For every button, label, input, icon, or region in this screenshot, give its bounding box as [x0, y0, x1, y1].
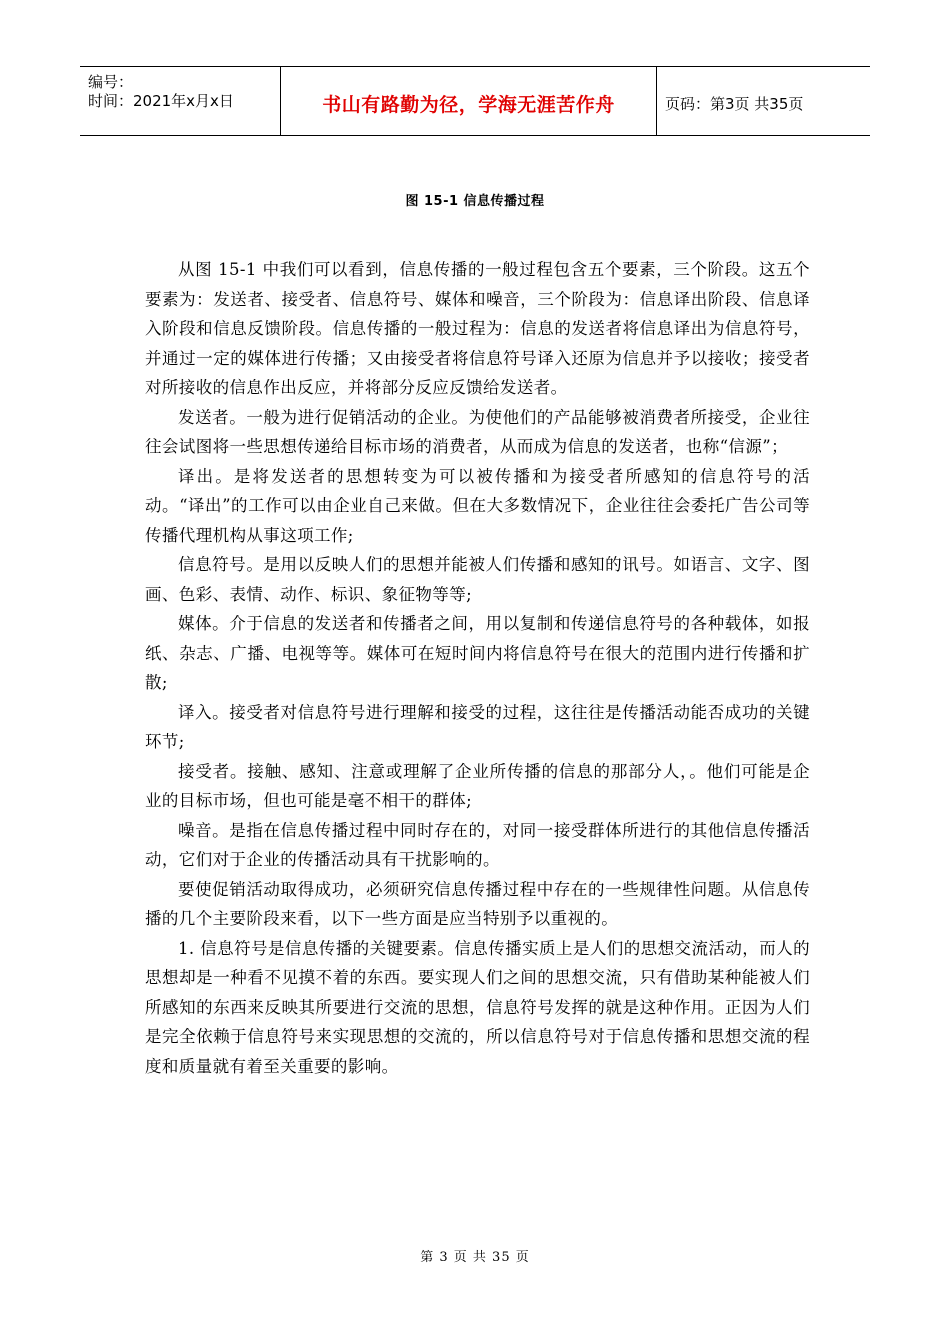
- header-page-info: 页码：第3页 共35页: [665, 94, 804, 113]
- document-header: [80, 66, 870, 136]
- paragraph: 信息符号。是用以反映人们的思想并能被人们传播和感知的讯号。如语言、文字、图画、色彩、表情、动作、标识、象征物等等;: [145, 555, 810, 604]
- body-text: [145, 255, 810, 1081]
- paragraph: 发送者。一般为进行促销活动的企业。为使他们的产品能够被消费者所接受，企业往往会试图将一些思想传递给目标市场的消费者，从而成为信息的发送者，也称“信源”；: [145, 407, 810, 456]
- paragraph: 从图 15-1 中我们可以看到，信息传播的一般过程包含五个要素，三个阶段。这五个要素为：发送者、接受者、信息符号、媒体和噪音，三个阶段为：信息译出阶段、信息译入阶段和信息反馈阶段。信息传播的一般过程为：信息的发送者将信息译出为信息符号，并通过一定的媒体进行传播；又由接受者将信息符号译入还原为信息并予以接收；接受者对所接收的信息作出反应，并将部分反应反馈给发送者。: [145, 260, 810, 397]
- figure-caption: 图 15-1 信息传播过程: [405, 194, 545, 209]
- header-meta: [80, 67, 281, 135]
- date-label: 时间：2021年x月x日: [88, 92, 234, 110]
- paragraph: 媒体。介于信息的发送者和传播者之间，用以复制和传递信息符号的各种载体，如报纸、杂志、广播、电视等等。媒体可在短时间内将信息符号在很大的范围内进行传播和扩散;: [145, 614, 810, 692]
- paragraph: 接受者。接触、感知、注意或理解了企业所传播的信息的那部分人，。他们可能是企业的目标市场，但也可能是毫不相干的群体;: [145, 761, 810, 810]
- paragraph: 噪音。是指在信息传播过程中同时存在的，对同一接受群体所进行的其他信息传播活动，它们对于企业的传播活动具有干扰影响的。: [145, 820, 810, 869]
- paragraph: 译入。接受者对信息符号进行理解和接受的过程，这往往是传播活动能否成功的关键环节;: [145, 702, 810, 751]
- paragraph: 要使促销活动取得成功，必须研究信息传播过程中存在的一些规律性问题。从信息传播的几个主要阶段来看，以下一些方面是应当特别予以重视的。: [145, 879, 810, 928]
- paragraph: 译出。是将发送者的思想转变为可以被传播和为接受者所感知的信息符号的活动。“译出”的工作可以由企业自己来做。但在大多数情况下，企业往往会委托广告公司等传播代理机构从事这项工作;: [145, 466, 810, 545]
- header-motto-cell: [281, 67, 657, 135]
- number-label: 编号：: [88, 73, 134, 91]
- paragraph: 1. 信息符号是信息传播的关键要素。信息传播实质上是人们的思想交流活动，而人的思想却是一种看不见摸不着的东西。要实现人们之间的思想交流，只有借助某种能被人们所感知的东西来反映其所要进行交流的思想，信息符号发挥的就是这种作用。正因为人们是完全依赖于信息符号来实现思想的交流的，所以信息符号对于信息传播和思想交流的程度和质量就有着至关重要的影响。: [145, 938, 810, 1076]
- page-footer: 第 3 页 共 35 页: [420, 1250, 530, 1265]
- header-motto: 书山有路勤为径，学海无涯苦作舟: [322, 93, 615, 116]
